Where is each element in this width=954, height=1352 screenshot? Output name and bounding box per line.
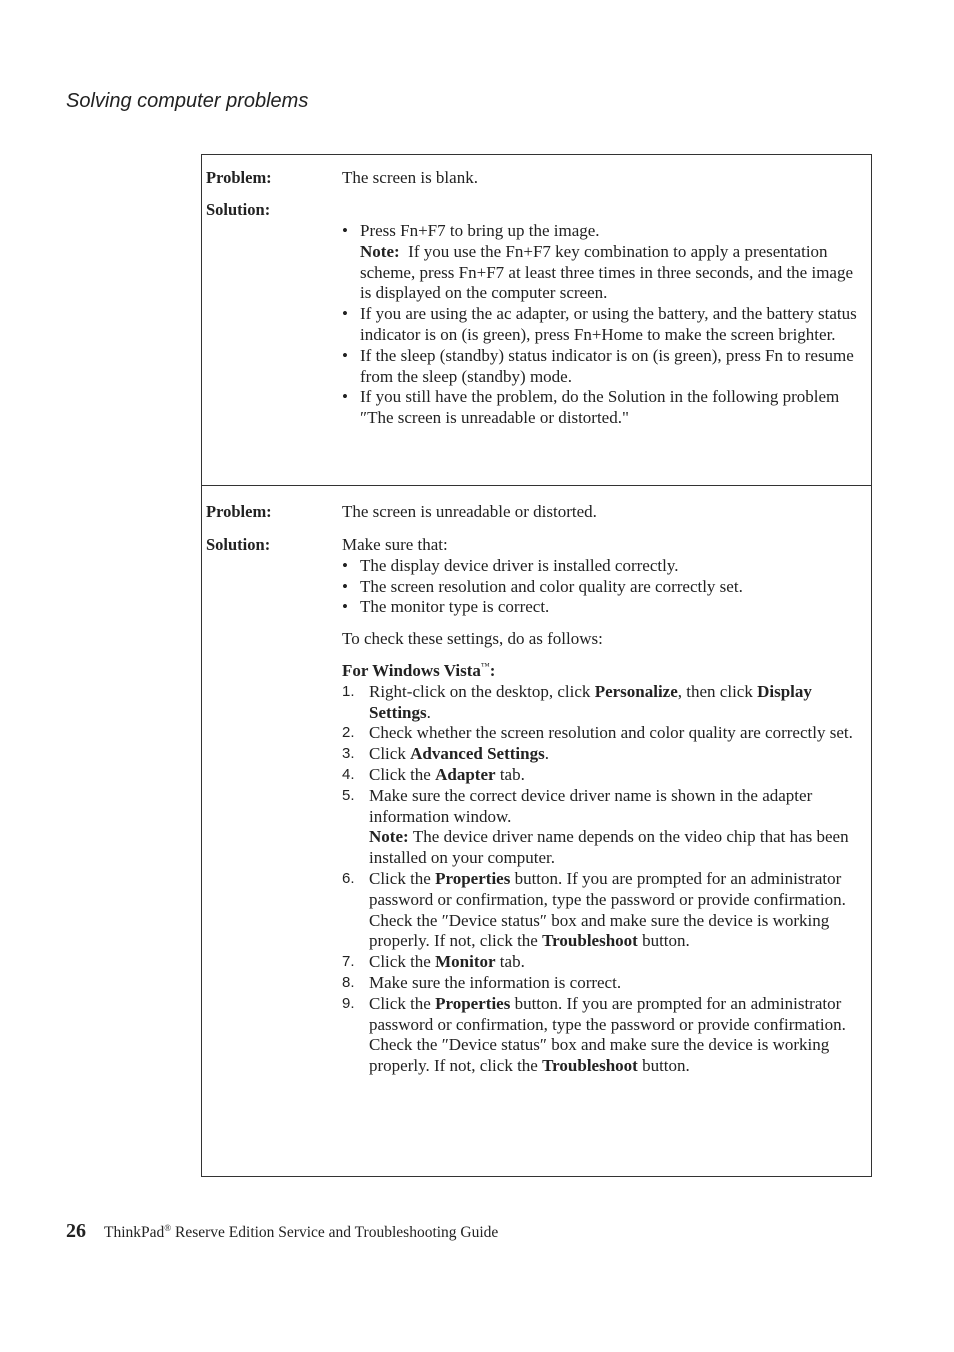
step-number: 2. xyxy=(342,724,355,742)
page-footer xyxy=(66,1220,498,1243)
step-text: . xyxy=(426,702,431,722)
step-item xyxy=(342,786,864,869)
problem-label: Problem: xyxy=(206,502,272,521)
step-number: 4. xyxy=(342,765,355,783)
problem-text: The screen is blank. xyxy=(342,168,478,187)
step-text: Make sure the correct device driver name is shown in the adapter information window. xyxy=(369,785,813,826)
list-item xyxy=(342,304,864,346)
step-item xyxy=(342,682,864,724)
bullet-text: If you still have the problem, do the Solution in the following problem ″The screen is unreadable or distorted." xyxy=(360,387,840,428)
bullet-text: Press Fn+F7 to bring up the image. xyxy=(360,221,600,240)
bullet-text: If the sleep (standby) status indicator is on (is green), press Fn to resume from the sleep (standby) mode. xyxy=(360,345,854,386)
solution-body xyxy=(342,535,864,1077)
list-item xyxy=(342,346,864,388)
step-text: tab. xyxy=(495,764,525,784)
running-head: Solving computer problems xyxy=(66,90,309,112)
trademark-mark: ™ xyxy=(480,660,490,671)
list-item xyxy=(342,556,864,577)
step-text: Click the xyxy=(369,993,436,1013)
check-text: The screen resolution and color quality are correctly set. xyxy=(360,576,743,596)
step-text: button. xyxy=(637,1056,690,1076)
list-item xyxy=(342,597,864,618)
step-item xyxy=(342,744,864,765)
step-item xyxy=(342,765,864,786)
problem-entry-unreadable-screen xyxy=(201,485,872,1177)
step-number: 1. xyxy=(342,682,355,700)
solution-body xyxy=(342,221,864,429)
step-number: 6. xyxy=(342,869,355,887)
check-text: The display device driver is installed correctly. xyxy=(360,555,679,575)
step-number: 8. xyxy=(342,973,355,991)
step-ui-term: Troubleshoot xyxy=(542,931,638,951)
list-item xyxy=(342,577,864,598)
problem-text: The screen is unreadable or distorted. xyxy=(342,502,597,521)
step-text: , then click xyxy=(677,681,758,701)
step-item xyxy=(342,973,864,994)
note-label: Note: xyxy=(360,241,400,261)
step-text: button. xyxy=(637,931,690,951)
step-number: 9. xyxy=(342,994,355,1012)
step-text: Check whether the screen resolution and color quality are correctly set. xyxy=(369,723,853,743)
step-ui-term: Monitor xyxy=(435,952,496,972)
list-item xyxy=(342,387,864,429)
os-heading xyxy=(342,661,864,682)
step-ui-term: Advanced Settings xyxy=(410,744,545,764)
solution-bullet-list xyxy=(342,221,864,429)
step-ui-term: Display Settings xyxy=(369,681,812,722)
note-text: If you use the Fn+F7 key combination to apply a presentation scheme, press Fn+F7 at least three times in three seconds, and the image is displayed on the computer screen. xyxy=(360,241,854,303)
step-text: Right-click on the desktop, click xyxy=(369,681,595,701)
os-heading-colon: : xyxy=(489,660,496,680)
step-text: Click xyxy=(369,744,411,764)
note-label: Note: xyxy=(369,827,409,847)
check-text: The monitor type is correct. xyxy=(360,597,550,617)
step-text: Make sure the information is correct. xyxy=(369,972,622,992)
step-item xyxy=(342,723,864,744)
step-ui-term: Properties xyxy=(435,868,511,888)
note-text: The device driver name depends on the video chip that has been installed on your computer. xyxy=(369,827,849,868)
step-ui-term: Troubleshoot xyxy=(542,1056,638,1076)
footer-title: Reserve Edition Service and Troubleshooting Guide xyxy=(171,1224,499,1241)
step-text: button. If you are prompted for an administrator password or confirmation, type the password or provide confirmation. Check the ″Device status″ box and make sure the device is working properly. If not, click the xyxy=(369,868,846,951)
step-ui-term: Properties xyxy=(435,993,511,1013)
step-number: 7. xyxy=(342,953,355,971)
steps-list xyxy=(342,682,864,1077)
step-item xyxy=(342,952,864,973)
os-heading-text: For Windows Vista xyxy=(342,660,481,680)
intro-text: Make sure that: xyxy=(342,535,448,554)
step-text: Click the xyxy=(369,764,436,784)
bullet-text: If you are using the ac adapter, or using the battery, and the battery status indicator is on (is green), press Fn+Home to make the screen brighter. xyxy=(360,304,857,344)
check-list xyxy=(342,556,864,618)
footer-product: ThinkPad xyxy=(104,1224,165,1241)
step-ui-term: Adapter xyxy=(435,764,496,784)
solution-label: Solution: xyxy=(206,535,271,554)
problem-label: Problem: xyxy=(206,168,272,187)
step-number: 3. xyxy=(342,745,355,763)
page-number: 26 xyxy=(66,1220,86,1242)
solution-label: Solution: xyxy=(206,200,271,219)
problem-entry-blank-screen xyxy=(201,154,872,486)
step-item xyxy=(342,869,864,952)
step-text: . xyxy=(544,744,549,764)
registered-mark: ® xyxy=(164,1223,172,1233)
step-text: tab. xyxy=(495,952,525,972)
step-ui-term: Personalize xyxy=(594,681,678,701)
list-item xyxy=(342,221,864,304)
instructions-text: To check these settings, do as follows: xyxy=(342,629,603,649)
step-text: Click the xyxy=(369,868,436,888)
step-number: 5. xyxy=(342,786,355,804)
step-text: Click the xyxy=(369,952,436,972)
step-text: button. If you are prompted for an administrator password or confirmation, type the password or provide confirmation. Check the ″Device status″ box and make sure the device is working properly. If not, click the xyxy=(369,993,846,1076)
step-item xyxy=(342,994,864,1077)
